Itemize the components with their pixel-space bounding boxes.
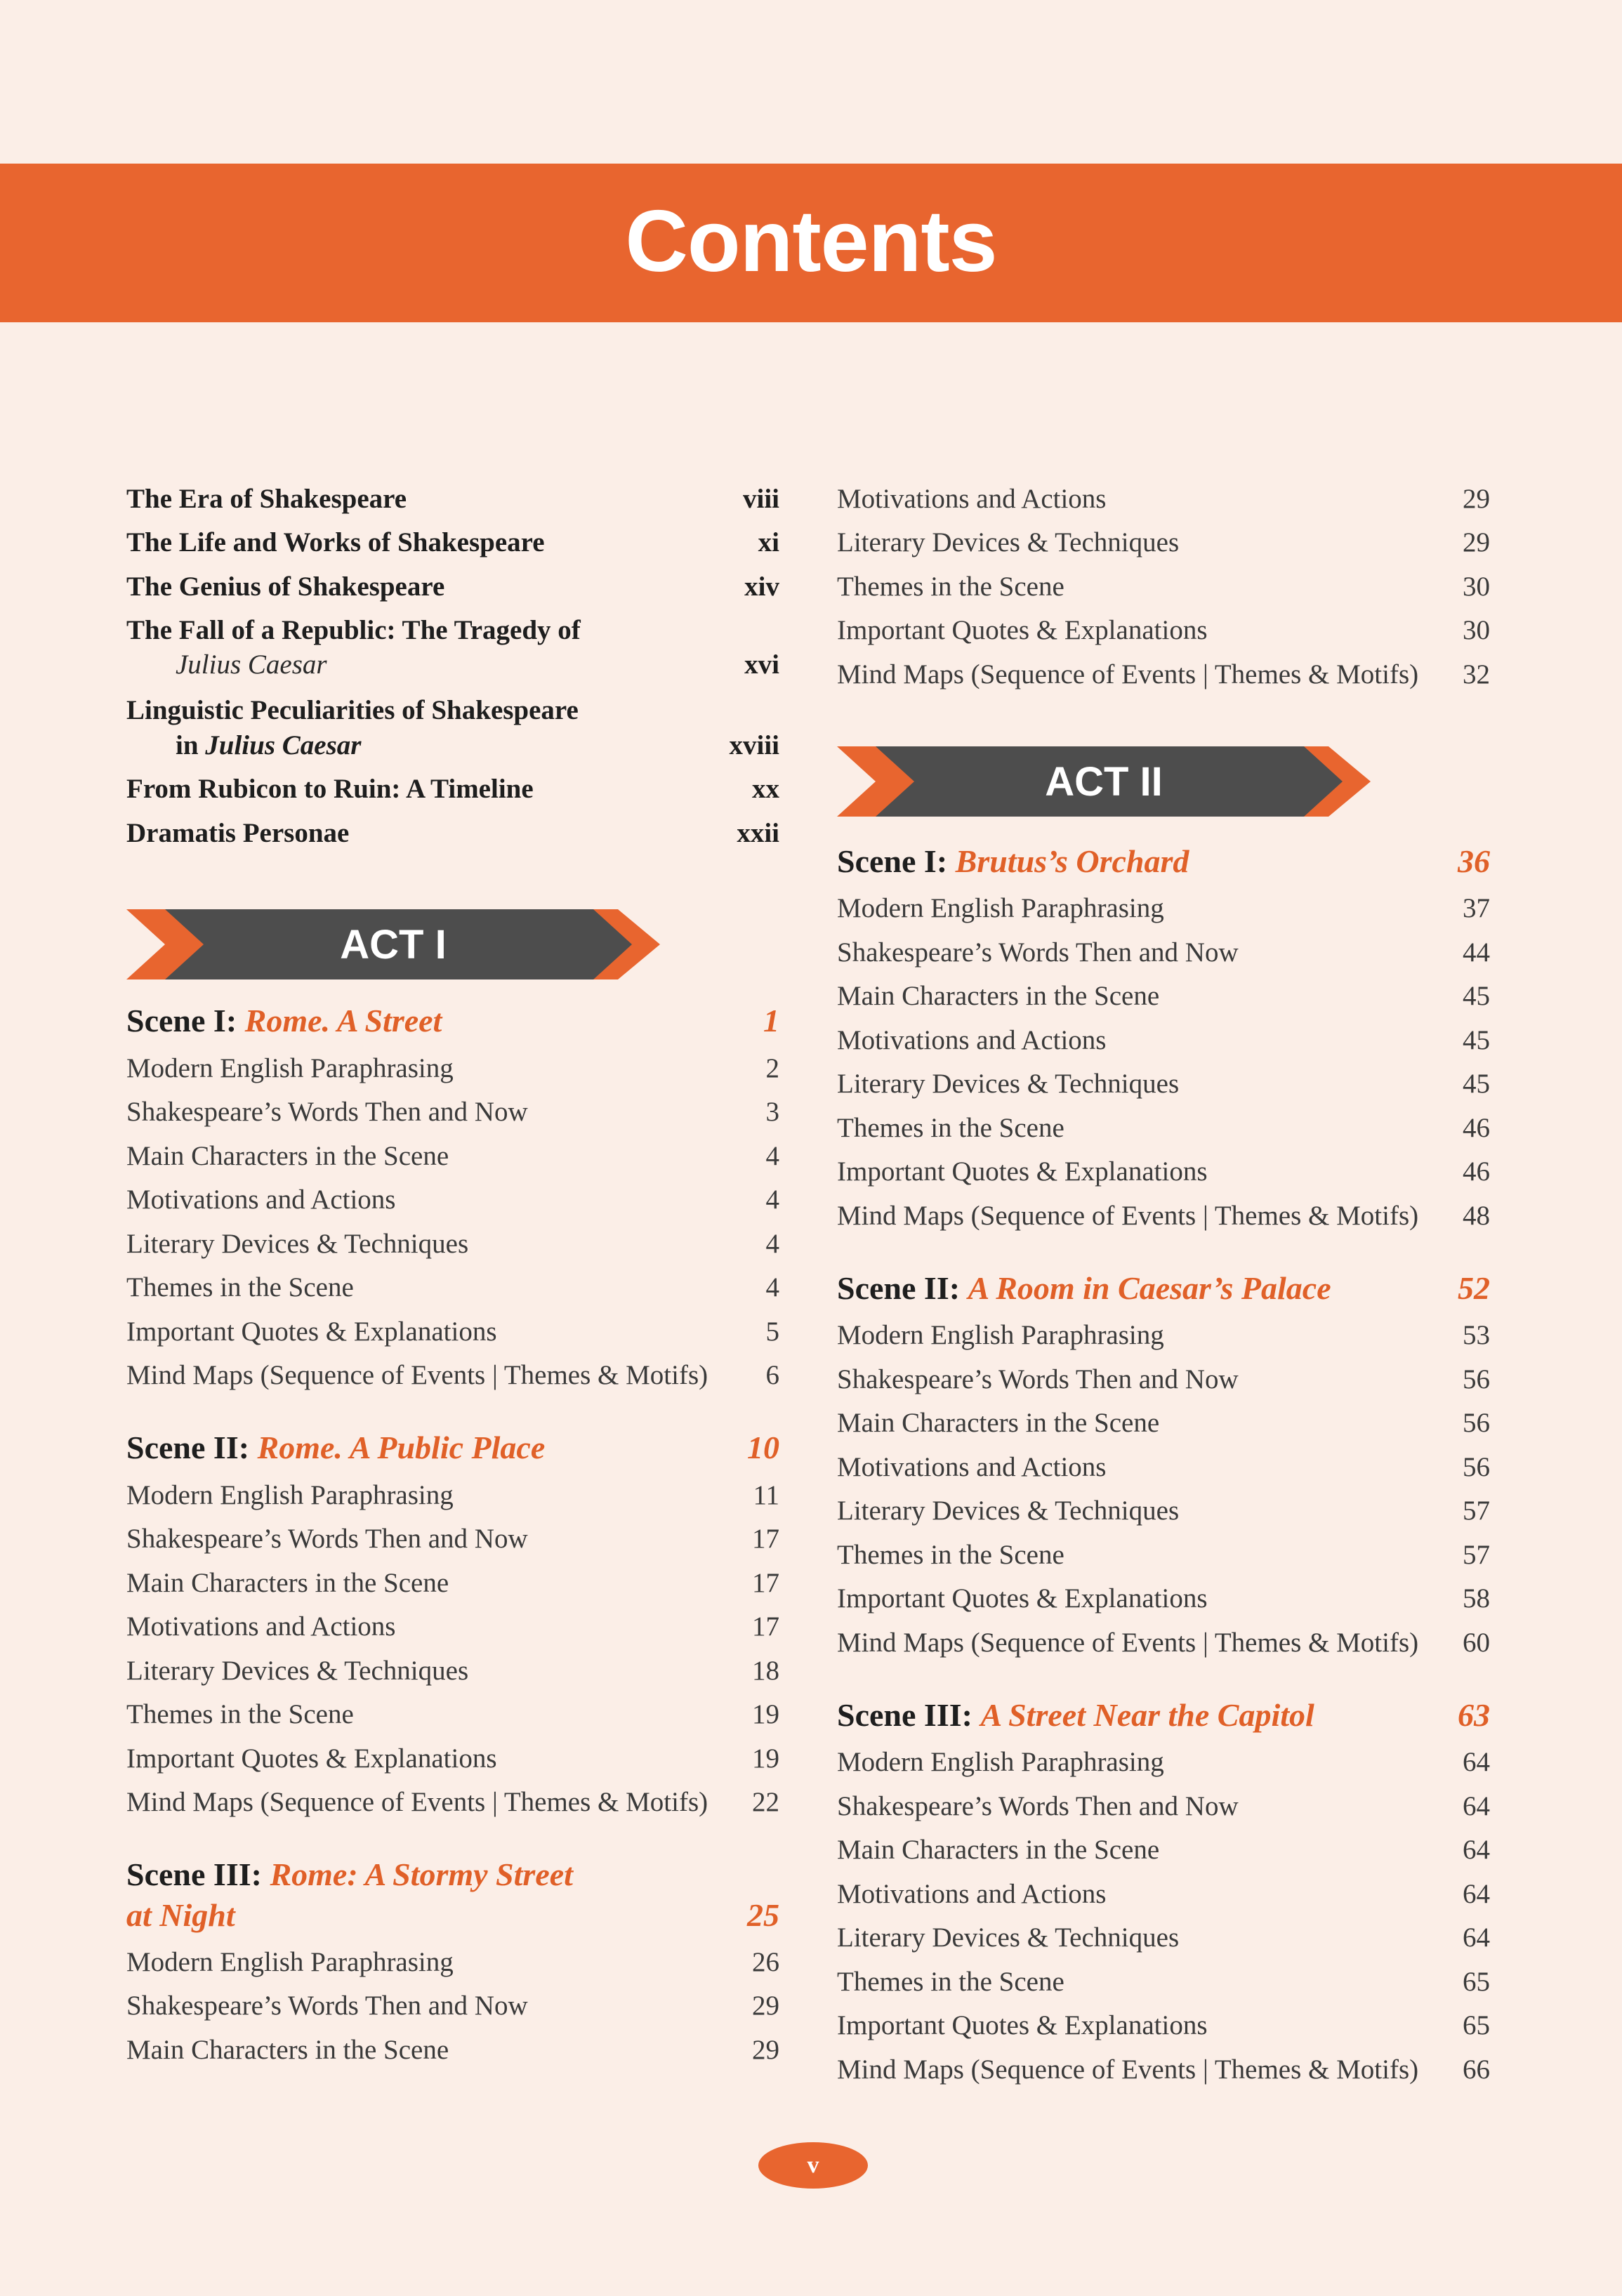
toc-item[interactable] <box>837 1364 1490 1395</box>
toc-item-label: Shakespeare’s Words Then and Now <box>126 1991 528 2021</box>
toc-entry-label-line2: Julius Caesar <box>176 649 327 680</box>
toc-item[interactable] <box>126 1359 779 1391</box>
toc-item[interactable] <box>126 1946 779 1978</box>
toc-item-page: 6 <box>765 1360 779 1390</box>
toc-item-page: 29 <box>1463 527 1490 557</box>
toc-item[interactable] <box>837 483 1490 515</box>
toc-entry-label: The Genius of Shakespeare <box>126 572 445 602</box>
toc-entry-page: xviii <box>729 730 779 760</box>
scene-page: 25 <box>747 1897 779 1933</box>
toc-item-page: 4 <box>765 1272 779 1302</box>
toc-item[interactable] <box>126 1053 779 1084</box>
toc-item-page: 56 <box>1463 1364 1490 1394</box>
toc-item[interactable] <box>837 2010 1490 2041</box>
toc-item-page: 60 <box>1463 1628 1490 1658</box>
toc-item-label: Important Quotes & Explanations <box>126 1743 497 1774</box>
toc-item-label: Shakespeare’s Words Then and Now <box>837 1364 1239 1394</box>
toc-item[interactable] <box>126 1523 779 1555</box>
scene-title: A Room in Caesar’s Palace <box>968 1270 1331 1306</box>
scene-title: Rome. A Street <box>244 1003 442 1038</box>
toc-item[interactable] <box>837 1024 1490 1056</box>
toc-entry[interactable] <box>126 527 779 558</box>
toc-item[interactable] <box>126 1140 779 1172</box>
scene-label: Scene I: <box>126 1003 237 1038</box>
toc-entry[interactable] <box>126 773 779 805</box>
toc-item-page: 56 <box>1463 1408 1490 1438</box>
toc-item[interactable] <box>837 1966 1490 1998</box>
toc-item[interactable] <box>837 1495 1490 1526</box>
left-column <box>126 0 779 2296</box>
toc-item-page: 65 <box>1463 1967 1490 1997</box>
toc-item[interactable] <box>126 1272 779 1303</box>
toc-item-label: Literary Devices & Techniques <box>837 1922 1180 1953</box>
toc-item[interactable] <box>126 1184 779 1215</box>
scene-title: Rome: A Stormy Street <box>270 1856 573 1892</box>
toc-item-label: Themes in the Scene <box>837 1540 1064 1570</box>
toc-item-label: Motivations and Actions <box>837 1879 1107 1909</box>
toc-entry-label-prefix: in <box>176 730 206 760</box>
toc-entry[interactable] <box>126 614 779 646</box>
toc-item-label: Mind Maps (Sequence of Events | Themes & Motifs) <box>126 1360 708 1390</box>
toc-item[interactable] <box>126 1990 779 2021</box>
toc-item[interactable] <box>837 614 1490 646</box>
toc-item-page: 2 <box>765 1053 779 1083</box>
toc-entry-page: xx <box>752 774 779 804</box>
act-banner <box>126 906 660 983</box>
toc-item-label: Literary Devices & Techniques <box>126 1229 469 1259</box>
toc-item[interactable] <box>837 1319 1490 1351</box>
toc-item-page: 19 <box>752 1699 779 1729</box>
toc-item-page: 64 <box>1463 1922 1490 1953</box>
toc-item-page: 58 <box>1463 1583 1490 1614</box>
toc-item[interactable] <box>837 1112 1490 1144</box>
toc-item-label: Main Characters in the Scene <box>126 2035 449 2065</box>
toc-item-label: Themes in the Scene <box>837 572 1064 602</box>
toc-entry-page: xvi <box>744 649 779 680</box>
scene-label: Scene I: <box>837 843 948 879</box>
scene-page: 52 <box>1458 1270 1490 1306</box>
toc-item-page: 30 <box>1463 615 1490 645</box>
toc-entry-label: Linguistic Peculiarities of Shakespeare <box>126 695 579 725</box>
toc-entry[interactable] <box>126 483 779 515</box>
toc-entry-page: xi <box>758 527 779 557</box>
toc-item-label: Modern English Paraphrasing <box>837 893 1164 923</box>
toc-item-page: 4 <box>765 1185 779 1215</box>
toc-item[interactable] <box>837 1539 1490 1571</box>
toc-item-page: 64 <box>1463 1791 1490 1821</box>
toc-item-page: 5 <box>765 1317 779 1347</box>
scene-heading[interactable] <box>837 1696 1490 1734</box>
toc-item-label: Literary Devices & Techniques <box>837 527 1180 557</box>
toc-item-label: Main Characters in the Scene <box>837 1835 1160 1865</box>
toc-item-page: 29 <box>1463 484 1490 514</box>
toc-item-page: 18 <box>752 1656 779 1686</box>
toc-item[interactable] <box>126 1228 779 1260</box>
toc-item-page: 4 <box>765 1141 779 1171</box>
toc-item-label: Main Characters in the Scene <box>126 1141 449 1171</box>
scene-label: Scene III: <box>837 1697 972 1733</box>
toc-item-page: 45 <box>1463 1025 1490 1055</box>
toc-entry-page: xiv <box>744 572 779 602</box>
scene-heading[interactable] <box>837 843 1490 880</box>
toc-item-page: 44 <box>1463 937 1490 968</box>
toc-item[interactable] <box>837 1878 1490 1910</box>
toc-item-label: Main Characters in the Scene <box>837 981 1160 1011</box>
scene-heading[interactable] <box>126 1429 779 1466</box>
toc-item-label: Motivations and Actions <box>837 1025 1107 1055</box>
toc-item[interactable] <box>837 1407 1490 1439</box>
toc-item-label: Important Quotes & Explanations <box>126 1317 497 1347</box>
toc-entry-page: xxii <box>737 818 779 848</box>
page-title: Contents <box>625 193 997 290</box>
toc-item-label: Mind Maps (Sequence of Events | Themes & Motifs) <box>837 659 1419 690</box>
toc-entry-continuation[interactable] <box>126 649 779 680</box>
toc-item-label: Motivations and Actions <box>837 484 1107 514</box>
toc-item-label: Modern English Paraphrasing <box>126 1947 454 1977</box>
toc-item-page: 29 <box>752 1991 779 2021</box>
toc-item[interactable] <box>126 1743 779 1774</box>
scene-page: 63 <box>1458 1697 1490 1733</box>
toc-item-page: 56 <box>1463 1452 1490 1482</box>
toc-item-label: Literary Devices & Techniques <box>837 1496 1180 1526</box>
toc-item-label: Themes in the Scene <box>126 1699 354 1729</box>
toc-item-label: Important Quotes & Explanations <box>837 1156 1208 1187</box>
scene-label: Scene III: <box>126 1856 262 1892</box>
toc-entry-label: Dramatis Personae <box>126 818 350 848</box>
toc-item[interactable] <box>126 1567 779 1599</box>
toc-entry-page: viii <box>742 484 779 514</box>
toc-item[interactable] <box>837 1068 1490 1100</box>
toc-item[interactable] <box>837 937 1490 968</box>
toc-item-page: 46 <box>1463 1113 1490 1143</box>
act-label: ACT I <box>340 921 447 968</box>
toc-item-page: 17 <box>752 1568 779 1598</box>
scene-title-line2: at Night <box>126 1897 235 1933</box>
toc-item-page: 53 <box>1463 1320 1490 1350</box>
toc-item[interactable] <box>126 1786 779 1818</box>
toc-item-label: Mind Maps (Sequence of Events | Themes & Motifs) <box>126 1787 708 1817</box>
toc-item-label: Main Characters in the Scene <box>126 1568 449 1598</box>
toc-entry[interactable] <box>126 694 779 726</box>
toc-item-label: Modern English Paraphrasing <box>126 1480 454 1510</box>
toc-item[interactable] <box>126 1096 779 1128</box>
scene-page: 36 <box>1458 843 1490 879</box>
toc-item[interactable] <box>126 1316 779 1347</box>
toc-item[interactable] <box>837 1790 1490 1822</box>
toc-item-label: Shakespeare’s Words Then and Now <box>837 1791 1239 1821</box>
toc-entry-label: The Fall of a Republic: The Tragedy of <box>126 615 581 645</box>
toc-item[interactable] <box>837 980 1490 1012</box>
toc-item-label: Motivations and Actions <box>837 1452 1107 1482</box>
toc-item-page: 3 <box>765 1097 779 1127</box>
toc-item-page: 19 <box>752 1743 779 1774</box>
toc-item[interactable] <box>837 1922 1490 1953</box>
toc-item[interactable] <box>837 1156 1490 1187</box>
toc-item[interactable] <box>837 527 1490 558</box>
toc-item-page: 45 <box>1463 1069 1490 1099</box>
scene-title: A Street Near the Capitol <box>980 1697 1314 1733</box>
page-number: v <box>807 2152 819 2178</box>
toc-item[interactable] <box>837 1627 1490 1658</box>
toc-item[interactable] <box>126 1698 779 1730</box>
toc-item-page: 64 <box>1463 1879 1490 1909</box>
toc-item[interactable] <box>126 2034 779 2066</box>
toc-item[interactable] <box>126 1611 779 1642</box>
scene-title: Rome. A Public Place <box>257 1430 546 1465</box>
toc-item-label: Modern English Paraphrasing <box>837 1320 1164 1350</box>
toc-entry-label-line2: Julius Caesar <box>205 730 362 760</box>
toc-item-page: 46 <box>1463 1156 1490 1187</box>
scene-label: Scene II: <box>837 1270 961 1306</box>
toc-item-page: 26 <box>752 1947 779 1977</box>
scene-page: 10 <box>747 1430 779 1465</box>
toc-item-page: 57 <box>1463 1540 1490 1570</box>
toc-item-page: 66 <box>1463 2054 1490 2085</box>
toc-item-page: 4 <box>765 1229 779 1259</box>
scene-page: 1 <box>763 1003 779 1038</box>
toc-item-label: Mind Maps (Sequence of Events | Themes & Motifs) <box>837 1628 1419 1658</box>
toc-item-label: Mind Maps (Sequence of Events | Themes & Motifs) <box>837 2054 1419 2085</box>
toc-item-label: Themes in the Scene <box>126 1272 354 1302</box>
page-number-badge <box>758 2142 868 2189</box>
toc-item-page: 29 <box>752 2035 779 2065</box>
toc-item-page: 30 <box>1463 572 1490 602</box>
toc-entry-label: The Life and Works of Shakespeare <box>126 527 545 557</box>
toc-item-label: Motivations and Actions <box>126 1185 396 1215</box>
toc-item[interactable] <box>837 1451 1490 1483</box>
toc-item-label: Important Quotes & Explanations <box>837 1583 1208 1614</box>
toc-item-label: Mind Maps (Sequence of Events | Themes & Motifs) <box>837 1201 1419 1231</box>
toc-item[interactable] <box>837 571 1490 602</box>
toc-item-page: 32 <box>1463 659 1490 690</box>
toc-item[interactable] <box>837 659 1490 690</box>
toc-item-label: Literary Devices & Techniques <box>126 1656 469 1686</box>
toc-item-label: Shakespeare’s Words Then and Now <box>126 1097 528 1127</box>
scene-label: Scene II: <box>126 1430 250 1465</box>
toc-item-page: 48 <box>1463 1201 1490 1231</box>
right-column <box>837 0 1490 2296</box>
scene-heading[interactable] <box>126 1856 779 1893</box>
toc-item-label: Motivations and Actions <box>126 1611 396 1642</box>
scene-title: Brutus’s Orchard <box>955 843 1189 879</box>
toc-item-page: 64 <box>1463 1835 1490 1865</box>
toc-item[interactable] <box>837 1834 1490 1866</box>
toc-item-page: 22 <box>752 1787 779 1817</box>
toc-item[interactable] <box>126 1479 779 1511</box>
scene-heading[interactable] <box>126 1002 779 1039</box>
toc-item-label: Themes in the Scene <box>837 1113 1064 1143</box>
toc-item-page: 17 <box>752 1524 779 1554</box>
toc-entry-label: From Rubicon to Ruin: A Timeline <box>126 774 534 804</box>
toc-item-page: 17 <box>752 1611 779 1642</box>
toc-item-page: 64 <box>1463 1747 1490 1777</box>
toc-entry[interactable] <box>126 817 779 849</box>
toc-item-label: Main Characters in the Scene <box>837 1408 1160 1438</box>
toc-item-label: Important Quotes & Explanations <box>837 2010 1208 2040</box>
scene-heading-continuation[interactable] <box>126 1896 779 1934</box>
toc-item-label: Shakespeare’s Words Then and Now <box>126 1524 528 1554</box>
toc-item-label: Modern English Paraphrasing <box>126 1053 454 1083</box>
toc-item-page: 65 <box>1463 2010 1490 2040</box>
toc-item[interactable] <box>837 2054 1490 2085</box>
toc-item-page: 11 <box>753 1480 779 1510</box>
toc-item-page: 57 <box>1463 1496 1490 1526</box>
toc-item-label: Literary Devices & Techniques <box>837 1069 1180 1099</box>
toc-item[interactable] <box>126 1655 779 1687</box>
toc-item[interactable] <box>837 1200 1490 1232</box>
act-banner <box>837 743 1371 820</box>
toc-item[interactable] <box>837 1746 1490 1778</box>
toc-item-label: Shakespeare’s Words Then and Now <box>837 937 1239 968</box>
toc-item-label: Themes in the Scene <box>837 1967 1064 1997</box>
toc-entry-label: The Era of Shakespeare <box>126 484 407 514</box>
toc-item[interactable] <box>837 1583 1490 1614</box>
toc-item-page: 37 <box>1463 893 1490 923</box>
toc-item-label: Important Quotes & Explanations <box>837 615 1208 645</box>
toc-item[interactable] <box>837 892 1490 924</box>
toc-entry[interactable] <box>126 571 779 602</box>
toc-entry-continuation[interactable] <box>126 730 779 761</box>
scene-heading[interactable] <box>837 1269 1490 1307</box>
act-label: ACT II <box>1045 758 1163 805</box>
toc-item-page: 45 <box>1463 981 1490 1011</box>
toc-item-label: Modern English Paraphrasing <box>837 1747 1164 1777</box>
